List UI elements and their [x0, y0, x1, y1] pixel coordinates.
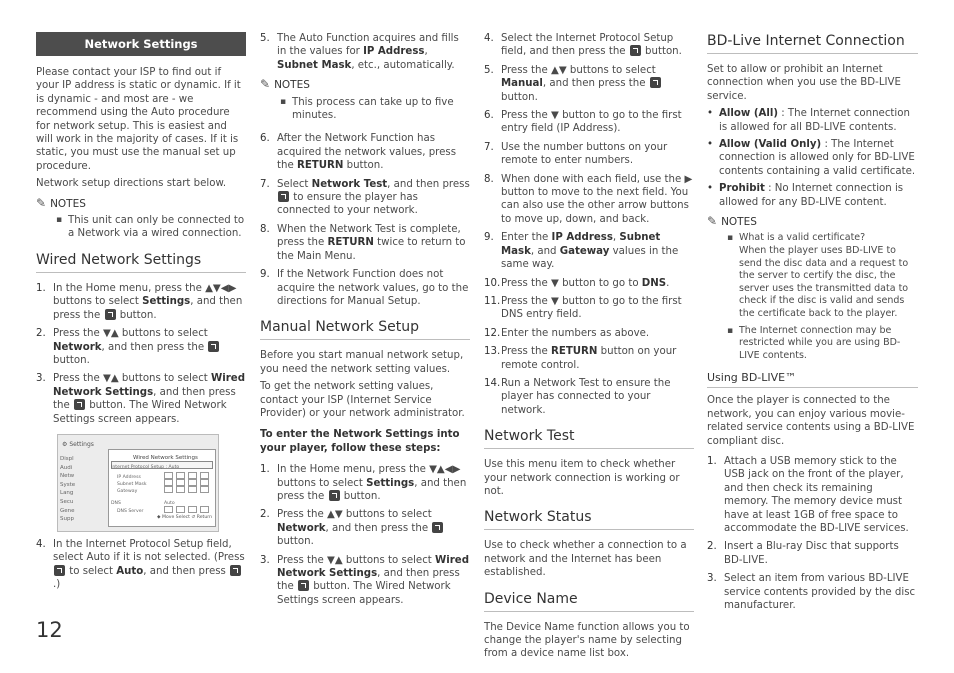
step-item: 5. The Auto Function acquires and fills in the values for IP Address, Subnet Mask, etc., automatically. [260, 33, 459, 71]
enter-button-icon [54, 565, 65, 576]
step-item: 1. In the Home menu, press the ▲▼◀▶ buttons to select Settings, and then press the button. [36, 282, 243, 321]
step-item: 14. Run a Network Test to ensure the player has connected to your network. [484, 377, 671, 416]
step-item: 3. Press the ▼▲ buttons to select Wired Network Settings, and then press the button. The Wired Network Settings screen appears. [260, 554, 470, 606]
screenshot-panel: Wired Network Settings Internet Protocol Setup : Auto IP Address Subnet Mask Gateway DNS Auto DNS Server ◆ Move Select ↺ Return [108, 449, 216, 527]
step-item: 9. Enter the IP Address, Subnet Mask, and Gateway values in the same way. [484, 232, 679, 271]
using-bd-live-paragraph: Once the player is connected to the network, you can enjoy various movie-related service contents using a BD-LIVE compliant disc. [707, 395, 915, 447]
manual-paragraph-2: To get the network setting values, contact your ISP (Internet Service Provider) or your network administrator. [260, 381, 465, 419]
enter-button-icon [105, 309, 116, 320]
notes-heading: ✎ NOTES [707, 214, 757, 229]
step-item: 12. Enter the numbers as above. [484, 327, 650, 339]
notes-heading: ✎ NOTES [260, 77, 310, 92]
using-bd-live-heading: Using BD-LIVE™ [707, 370, 918, 388]
manual-lead: To enter the Network Settings into your player, follow these steps: [260, 429, 460, 454]
notes-list [260, 96, 470, 123]
note-item: ▪ The Internet connection may be restricted while you are using BD-LIVE contents. [707, 325, 918, 363]
enter-button-icon [298, 580, 309, 591]
enter-button-icon [278, 191, 289, 202]
step-item: 13. Press the RETURN button on your remote control. [484, 346, 677, 371]
column-2 [260, 32, 470, 612]
column-3 [484, 32, 694, 665]
notes-heading: ✎ NOTES [36, 195, 86, 210]
manual-steps-continued [484, 32, 694, 417]
column-4 [707, 32, 918, 618]
step-item: 3. Select an item from various BD-LIVE service contents provided by the disc manufacturer. [707, 573, 916, 612]
enter-button-icon [432, 522, 443, 533]
step-item: 8. When done with each field, use the ▶ button to move to the next field. You can also use the other arrow buttons to move up, down, and back. [484, 173, 693, 225]
step-item: 9. If the Network Function does not acquire the network values, go to the directions for Manual Setup. [260, 269, 469, 307]
option-item: • Allow (All) : The Internet connection is allowed for all BD-LIVE contents. [707, 107, 918, 134]
wired-steps [36, 282, 246, 426]
pencil-icon: ✎ [36, 195, 47, 210]
manual-network-heading: Manual Network Setup [260, 318, 470, 340]
enter-button-icon [74, 399, 85, 410]
gear-icon: ⚙ [62, 440, 68, 448]
screenshot-title: ⚙ Settings [62, 440, 94, 448]
wired-network-heading: Wired Network Settings [36, 251, 246, 273]
step-item: 6. Press the ▼ button to go to the first entry field (IP Address). [484, 110, 682, 135]
device-name-paragraph: The Device Name function allows you to change the player's name by selecting from a device name list box. [484, 621, 690, 660]
enter-button-icon [208, 341, 219, 352]
bd-live-paragraph: Set to allow or prohibit an Internet connection when you use the BD-LIVE service. [707, 64, 901, 102]
manual-paragraph: Before you start manual network setup, you need the network setting values. [260, 350, 464, 375]
page-number: 12 [36, 618, 63, 642]
pencil-icon: ✎ [707, 214, 718, 229]
network-status-paragraph: Use to check whether a connection to a network and the Internet has been established. [484, 540, 687, 579]
bd-live-heading: BD-Live Internet Connection [707, 32, 918, 54]
step-item: 2. Press the ▼▲ buttons to select Network, and then press the button. [36, 327, 246, 367]
pencil-icon: ✎ [260, 77, 271, 92]
column-1 [36, 32, 246, 597]
step-item: 2. Insert a Blu-ray Disc that supports BD-LIVE. [707, 541, 899, 566]
intro-paragraph: Please contact your ISP to find out if your IP address is static or dynamic. If it is dynamic - and most are - we recommend using the Auto procedure for network setup. This is easiest and will work in the majority of cases. If it is static, you must use the manual set up procedure. [36, 67, 241, 172]
note-item: ▪ What is a valid certificate? When the player uses BD-LIVE to send the disc data and a request to the server to certify the disc, the server uses the transmitted data to check if the disc is valid and sends the certificate back to the player. [707, 232, 918, 320]
network-status-heading: Network Status [484, 508, 694, 530]
step-item: 4. Select the Internet Protocol Setup field, and then press the button. [484, 33, 682, 58]
network-test-paragraph: Use this menu item to check whether your network connection is working or not. [484, 459, 680, 497]
step-item: 1. In the Home menu, press the ▼▲◀▶ buttons to select Settings, and then press the button. [260, 464, 467, 502]
note-item: ▪ This unit can only be connected to a Network via a wired connection. [36, 214, 246, 241]
bd-live-steps [707, 455, 918, 612]
enter-button-icon [650, 77, 661, 88]
wired-steps-continued [36, 538, 246, 592]
step-item: 1. Attach a USB memory stick to the USB jack on the front of the player, and then check its remaining memory. The memory device must have at least 1GB of free space to accommodate the BD-LIVE services. [707, 456, 909, 535]
manual-steps [260, 463, 470, 607]
device-name-heading: Device Name [484, 590, 694, 612]
step-item: 6. After the Network Function has acquired the network values, press the RETURN button. [260, 133, 457, 172]
auto-steps-continued [260, 132, 470, 308]
option-item: • Prohibit : No Internet connection is allowed for any BD-LIVE content. [707, 182, 918, 209]
bd-live-options [707, 107, 918, 209]
step-item: 7. Use the number buttons on your remote to enter numbers. [484, 141, 668, 167]
intro-paragraph-2: Network setup directions start below. [36, 178, 227, 190]
enter-button-icon [230, 565, 241, 576]
step-item: 5. Press the ▲▼ buttons to select Manual, and then press the button. [484, 64, 694, 104]
enter-button-icon [630, 45, 641, 56]
screenshot-menu: Displ Audi Netw Syste Lang Secu Gene Supp [60, 455, 76, 523]
note-item: ▪ This process can take up to five minutes. [260, 96, 470, 123]
step-item: 4. In the Internet Protocol Setup field, select Auto if it is not selected. (Press to select Auto, and then press .) [36, 538, 245, 591]
enter-button-icon [329, 490, 340, 501]
option-item: • Allow (Valid Only) : The Internet connection is allowed only for BD-LIVE contents containing a valid certificate. [707, 138, 918, 178]
notes-list [36, 214, 246, 241]
section-bar: Network Settings [36, 32, 246, 56]
notes-list [707, 232, 918, 362]
step-item: 8. When the Network Test is complete, press the RETURN twice to return to the Main Menu. [260, 223, 466, 262]
network-test-heading: Network Test [484, 427, 694, 449]
wired-network-settings-screenshot [57, 434, 219, 532]
step-item: 11. Press the ▼ button to go to the first DNS entry field. [484, 295, 682, 321]
step-item: 2. Press the ▲▼ buttons to select Network, and then press the button. [260, 508, 470, 548]
step-item: 3. Press the ▼▲ buttons to select Wired Network Settings, and then press the button. The Wired Network Settings screen appears. [36, 373, 246, 425]
step-item: 7. Select Network Test, and then press to ensure the player has connected to your network. [260, 178, 470, 217]
step-item: 10. Press the ▼ button to go to DNS. [484, 277, 670, 289]
auto-steps [260, 32, 470, 72]
